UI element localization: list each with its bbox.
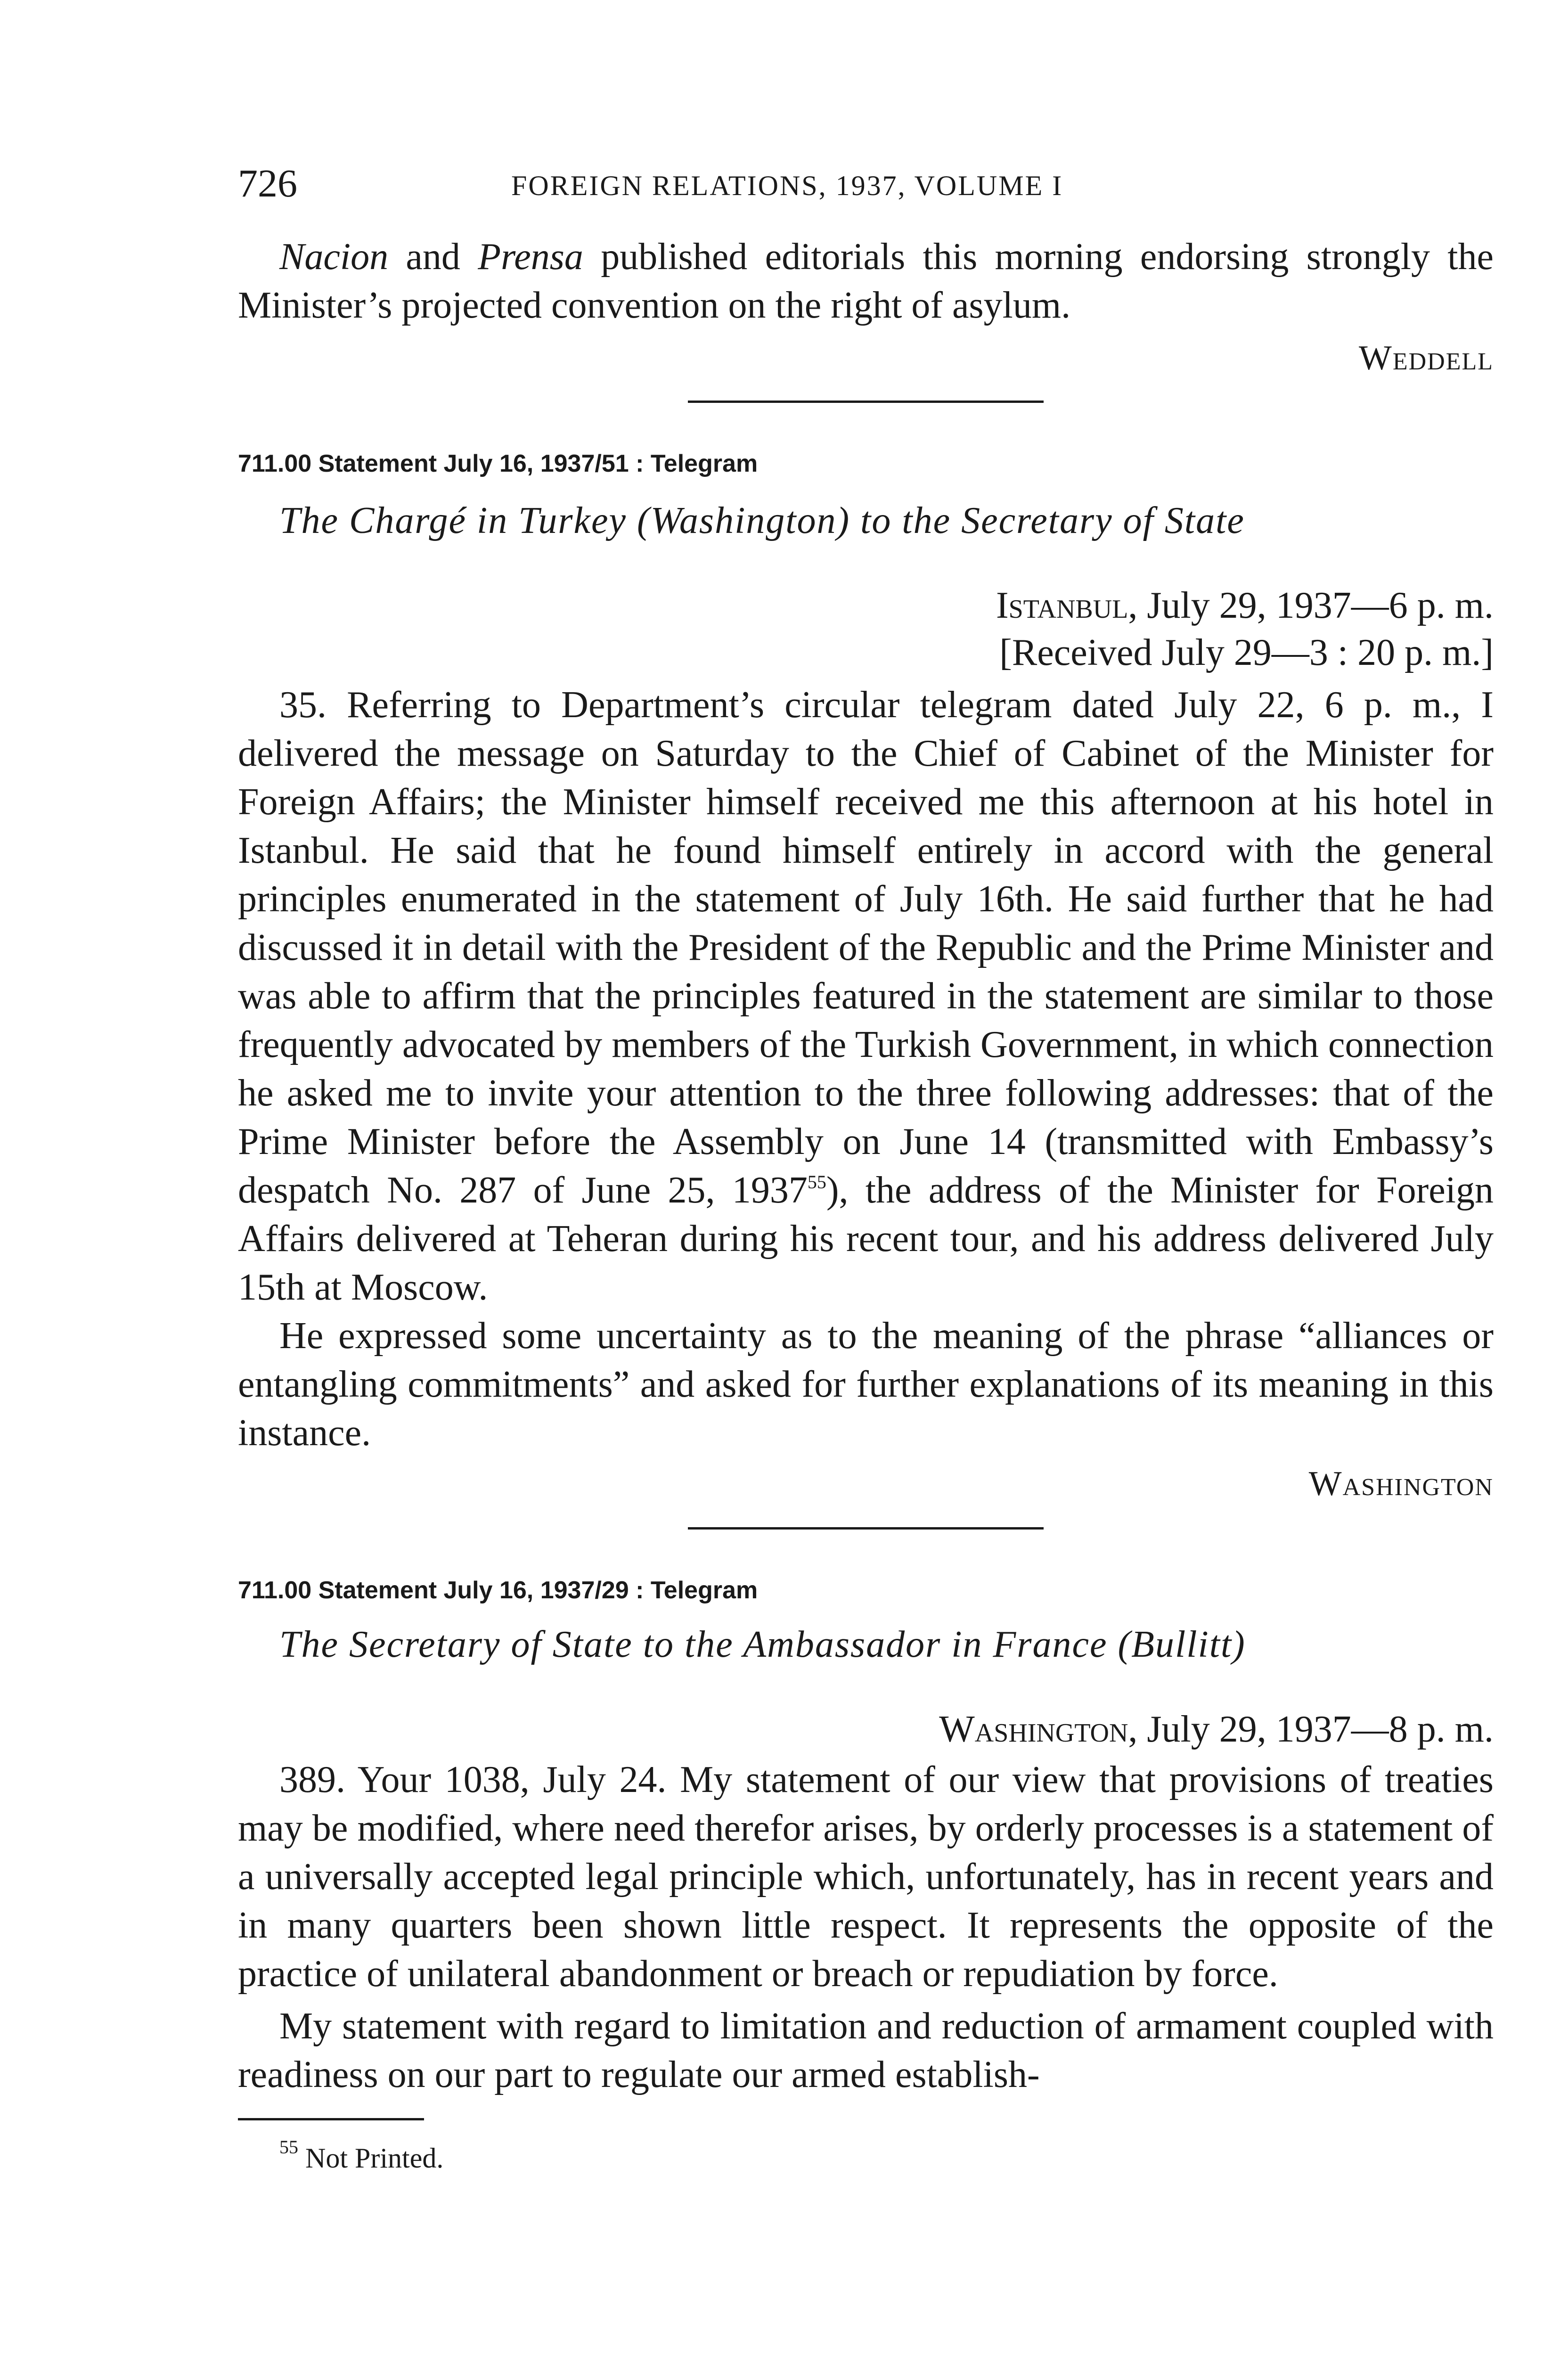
telegram-paragraph bbox=[238, 681, 1494, 1312]
newspaper-name: Prensa bbox=[478, 236, 583, 278]
file-reference: 711.00 Statement July 16, 1937/51 : Telegram bbox=[238, 450, 758, 477]
footnote-text: Not Printed. bbox=[298, 2143, 444, 2174]
file-reference: 711.00 Statement July 16, 1937/29 : Telegram bbox=[238, 1577, 758, 1604]
footnote-divider bbox=[238, 2118, 424, 2120]
footnote-mark: 55 bbox=[279, 2136, 298, 2158]
telegram-paragraph: My statement with regard to limitation and reduction of armament coupled with readiness on our part to regulate our armed establish- bbox=[238, 2005, 1494, 2095]
footnote-reference: 55 bbox=[807, 1171, 826, 1193]
running-title: FOREIGN RELATIONS, 1937, VOLUME I bbox=[511, 170, 1063, 201]
running-head bbox=[238, 160, 1494, 212]
dateline bbox=[238, 582, 1494, 629]
paragraph-text: ), the address of the Minister for Foreign Affairs delivered at Teheran during his recent tour, and his address delivered July 15th at Moscow. bbox=[238, 1170, 1494, 1308]
signature: Washington bbox=[1308, 1464, 1494, 1503]
telegram-paragraph: He expressed some uncertainty as to the meaning of the phrase “alliances or entangling commitments” and asked for further explanations of its meaning in this instance. bbox=[238, 1315, 1494, 1454]
footnote bbox=[238, 2136, 1494, 2177]
dateline-place: Washington, bbox=[939, 1709, 1138, 1750]
dateline-place: Istanbul, bbox=[996, 585, 1138, 626]
dateline bbox=[238, 1706, 1494, 1753]
paragraph-text: published editorials this morning endorsing strongly the Minister’s projected convention on the right of asylum. bbox=[238, 236, 1494, 326]
dateline-date: July 29, 1937—8 p. m. bbox=[1137, 1709, 1494, 1750]
paragraph-text: and bbox=[388, 236, 478, 278]
page-number: 726 bbox=[238, 162, 297, 205]
section-divider bbox=[688, 1527, 1044, 1530]
newspaper-name: Nacion bbox=[279, 236, 389, 278]
document-page bbox=[238, 160, 1494, 2177]
document-heading: The Secretary of State to the Ambassador in France (Bullitt) bbox=[279, 1624, 1246, 1665]
document-heading: The Chargé in Turkey (Washington) to the Secretary of State bbox=[279, 500, 1245, 541]
paragraph-text: 35. Referring to Department’s circular telegram dated July 22, 6 p. m., I delivered the message on Saturday to the Chief of Cabinet of the Minister for Foreign Affairs; the Minister himself received me this afternoon at his hotel in Istanbul. He said that he found himself entirely in accord with the general principles enumerated in the statement of July 16th. He said further that he had discussed it in detail with the President of the Republic and the Prime Minister and was able to affirm that the principles featured in the statement are similar to those frequently advocated by members of the Turkish Government, in which connection he asked me to invite your attention to the three following addresses: that of the Prime Minister before the Assembly on June 14 (transmitted with Embassy’s despatch No. 287 of June 25, 1937 bbox=[238, 684, 1494, 1211]
section-divider bbox=[688, 401, 1044, 403]
dateline-date: July 29, 1937—6 p. m. bbox=[1137, 585, 1494, 626]
signature: Weddell bbox=[1358, 339, 1494, 377]
opening-paragraph bbox=[238, 233, 1494, 330]
received-line: [Received July 29—3 : 20 p. m.] bbox=[999, 632, 1494, 673]
telegram-paragraph: 389. Your 1038, July 24. My statement of our view that provisions of treaties may be modified, where need therefor arises, by orderly processes is a statement of a universally accepted legal principle which, unfortunately, has in recent years and in many quarters been shown little respect. It represents the opposite of the practice of unilateral abandonment or breach or repudiation by force. bbox=[238, 1759, 1494, 1995]
